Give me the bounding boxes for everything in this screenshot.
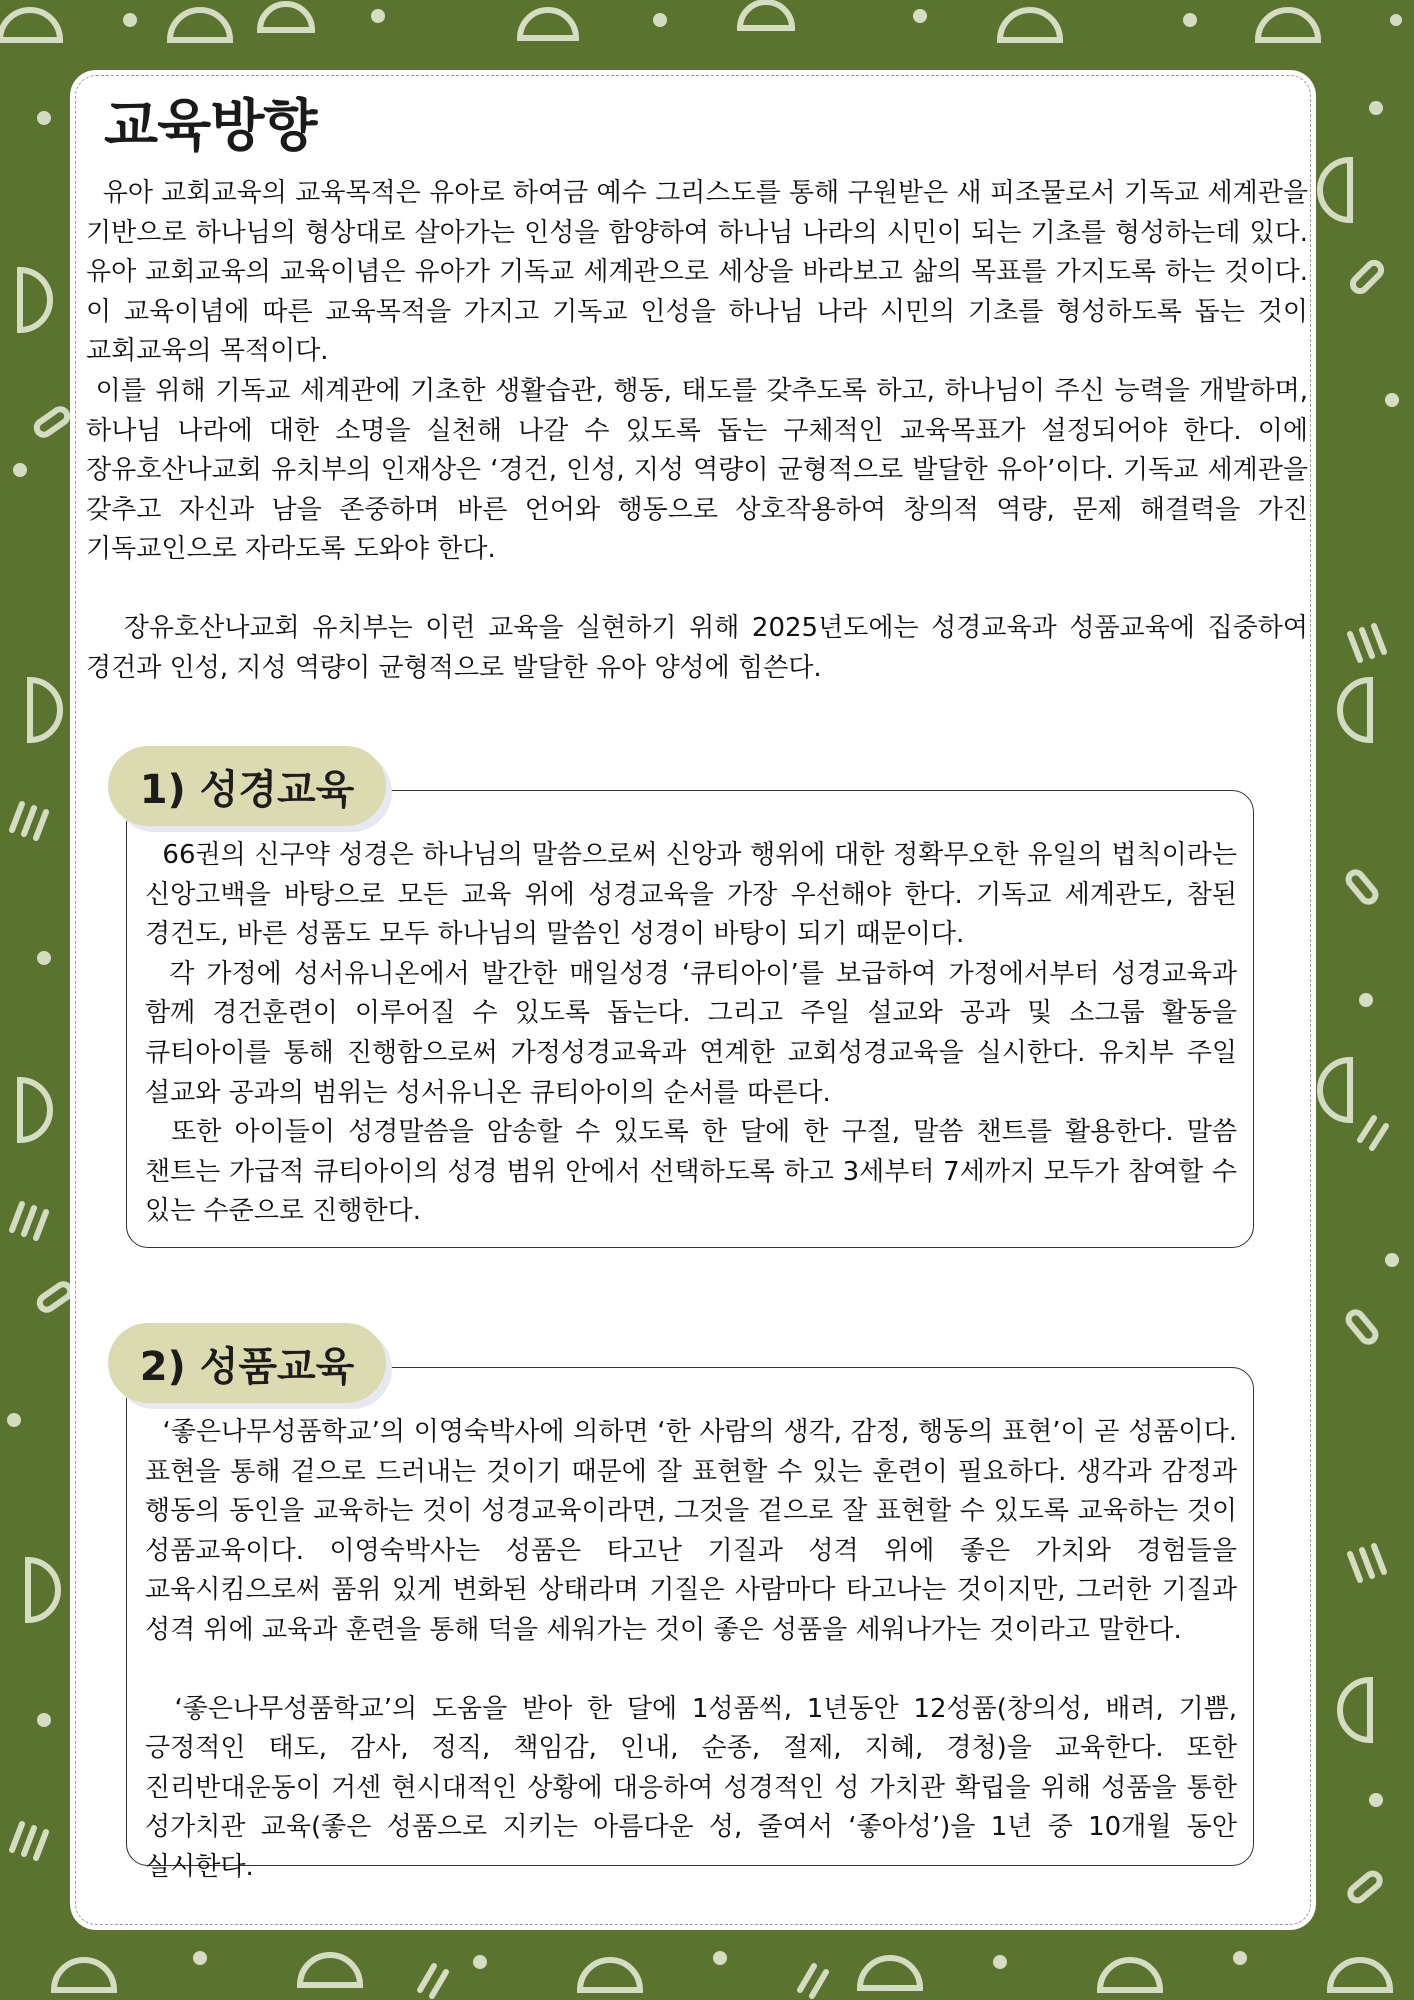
section-bible-text <box>145 836 1237 1232</box>
section-character-text <box>145 1413 1237 1888</box>
intro-paragraph: 유아 교회교육의 교육목적은 유아로 하여금 예수 그리스도를 통해 구원받은 새 피조물로서 기독교 세계관을 기반으로 하나님의 형상대로 살아가는 인성을 함양하여 하나님 나라의 시민이 되는 기초를 형성하는데 있다. 유아 교회교육의 교육이념은 유아가 기독교 세계관으로 세상을 바라보고 삶의 목표를 가지도록 하는 것이다. 이 교육이념에 따른 교육목적을 가지고 기독교 인성을 하나님 나라 시민의 기초를 형성하도록 돕는 것이 교회교육의 목적이다. <box>86 178 1308 367</box>
intro-paragraph: 이를 위해 기독교 세계관에 기초한 생활습관, 행동, 태도를 갖추도록 하고, 하나님이 주신 능력을 개발하며, 하나님 나라에 대한 소명을 실천해 나갈 수 있도록 돕는 구체적인 교육목표가 설정되어야 한다. 이에 장유호산나교회 유치부의 인재상은 ‘경건, 인성, 지성 역량이 균형적으로 발달한 유아’이다. 기독교 세계관을 갖추고 자신과 남을 존중하며 바른 언어와 행동으로 상호작용하여 창의적 역량, 문제 해결력을 가진 기독교인으로 자라도록 도와야 한다. <box>86 375 1308 565</box>
section-paragraph: ‘좋은나무성품학교’의 이영숙박사에 의하면 ‘한 사람의 생각, 감정, 행동의 표현’이 곧 성품이다. 표현을 통해 겉으로 드러내는 것이기 때문에 잘 표현할 수 있는 훈련이 필요하다. 생각과 감정과 행동의 동인을 교육하는 것이 성경교육이라면, 그것을 겉으로 잘 표현할 수 있도록 교육하는 것이 성품교육이다. 이영숙박사는 성품은 타고난 기질과 성격 위에 좋은 가치와 경험들을 교육시킴으로써 품위 있게 변화된 상태라며 기질은 사람마다 타고나는 것이지만, 그러한 기질과 성격 위에 교육과 훈련을 통해 덕을 세워가는 것이 좋은 성품을 세워나가는 것이라고 말한다. <box>145 1417 1237 1645</box>
intro-paragraph: 장유호산나교회 유치부는 이런 교육을 실현하기 위해 2025년도에는 성경교육과 성품교육에 집중하여 경건과 인성, 지성 역량이 균형적으로 발달한 유아 양성에 힘쓴다. <box>86 612 1308 683</box>
section-character-box <box>126 1367 1254 1882</box>
section-paragraph: 각 가정에 성서유니온에서 발간한 매일성경 ‘큐티아이’를 보급하여 가정에서부터 성경교육과 함께 경건훈련이 이루어질 수 있도록 돕는다. 그리고 주일 설교와 공과 및 소그룹 활동을 큐티아이를 통해 진행함으로써 가정성경교육과 연계한 교회성경교육을 실시한다. 유치부 주일 설교와 공과의 범위는 성서유니온 큐티아이의 순서를 따른다. <box>145 958 1237 1108</box>
section-character-heading: 2) 성품교육 <box>108 1323 386 1403</box>
page-title: 교육방향 <box>104 94 317 159</box>
section-paragraph: 66권의 신구약 성경은 하나님의 말씀으로써 신앙과 행위에 대한 정확무오한 유일의 법칙이라는 신앙고백을 바탕으로 모든 교육 위에 성경교육을 가장 우선해야 한다. 기독교 세계관도, 참된 경건도, 바른 성품도 모두 하나님의 말씀인 성경이 바탕이 되기 때문이다. <box>145 840 1237 950</box>
section-paragraph: 또한 아이들이 성경말씀을 암송할 수 있도록 한 달에 한 구절, 말씀 챈트를 활용한다. 말씀 챈트는 가급적 큐티아이의 성경 범위 안에서 선택하도록 하고 3세부터 7세까지 모두가 참여할 수 있는 수준으로 진행한다. <box>145 1117 1237 1227</box>
content-card <box>70 70 1316 1930</box>
intro-text <box>86 174 1308 688</box>
section-paragraph: ‘좋은나무성품학교’의 도움을 받아 한 달에 1성품씩, 1년동안 12성품(창의성, 배려, 기쁨, 긍정적인 태도, 감사, 정직, 책임감, 인내, 순종, 절제, 지혜, 경청)을 교육한다. 또한 진리반대운동이 거센 현시대적인 상황에 대응하여 성경적인 성 가치관 확립을 위해 성품을 통한 성가치관 교육(좋은 성품으로 지키는 아름다운 성, 줄여서 ‘좋아성’)을 1년 중 10개월 동안 실시한다. <box>145 1693 1237 1882</box>
section-bible-box <box>126 790 1254 1248</box>
section-bible-heading: 1) 성경교육 <box>108 746 386 826</box>
